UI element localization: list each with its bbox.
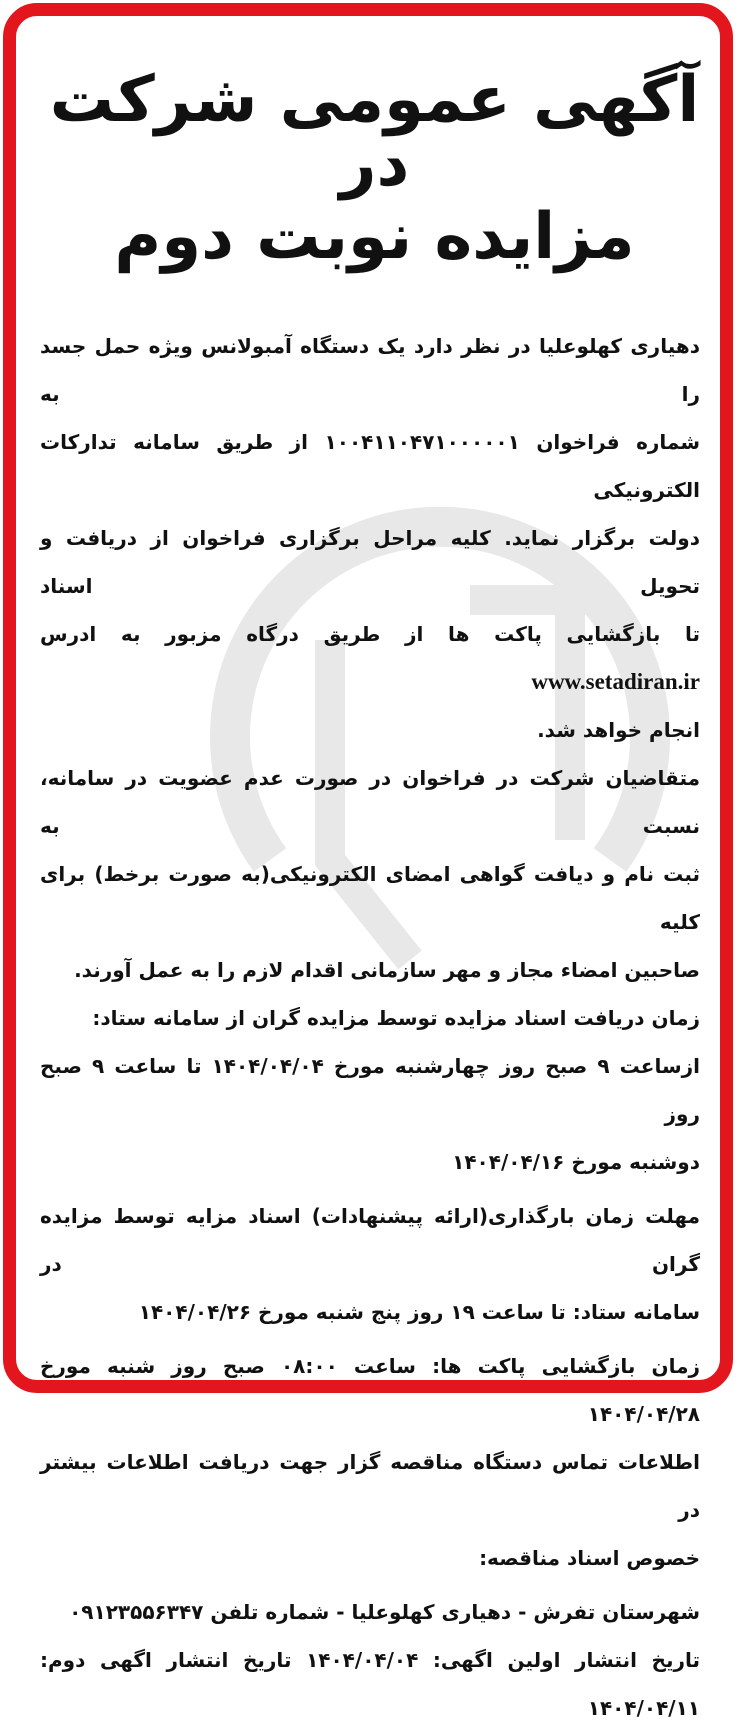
body-line: سامانه ستاد: تا ساعت ۱۹ روز پنج شنبه مورخ ۱۴۰۴/۰۴/۲۶ [138, 1300, 700, 1324]
body-line: دهیاری کهلوعلیا در نظر دارد یک دستگاه آمبولانس ویژه حمل جسد را به [40, 334, 700, 406]
title-line-2: مزایده نوبت دوم [114, 200, 635, 274]
body-line: ازساعت ۹ صبح روز چهارشنبه مورخ ۱۴۰۴/۰۴/۰۴ تا ساعت ۹ صبح روز [40, 1054, 701, 1126]
body-line: شهرستان تفرش - دهیاری کهلوعلیا - شماره تلفن ۰۹۱۲۳۵۵۶۳۴۷ [69, 1600, 700, 1624]
body-line: تا بازگشایی پاکت ها از طریق درگاه مزبور به ادرس [40, 622, 700, 646]
website-link[interactable]: www.setadiran.ir [531, 669, 700, 694]
body-line-with-url [40, 610, 700, 706]
body-line: زمان بازگشایی پاکت ها: ساعت ۰۸:۰۰ صبح روز شنبه مورخ ۱۴۰۴/۰۴/۲۸ [40, 1354, 700, 1426]
ad-body [40, 322, 700, 1732]
body-line: خصوص اسناد مناقصه: [479, 1546, 700, 1570]
body-line: صاحبین امضاء مجاز و مهر سازمانی اقدام لازم را به عمل آورند. [74, 958, 700, 982]
body-line: دوشنبه مورخ ۱۴۰۴/۰۴/۱۶ [452, 1150, 700, 1174]
body-line: ثبت نام و دیافت گواهی امضای الکترونیکی(به صورت برخط) برای کلیه [40, 862, 700, 934]
body-line: متقاضیان شرکت در فراخوان در صورت عدم عضویت در سامانه، نسبت به [40, 766, 700, 838]
body-line: اطلاعات تماس دستگاه مناقصه گزار جهت دریافت اطلاعات بیشتر در [40, 1450, 700, 1522]
body-line: مهلت زمان بارگذاری(ارائه پیشنهادات) اسناد مزایه توسط مزایده گران در [40, 1204, 700, 1276]
body-line: شماره فراخوان ۱۰۰۴۱۱۰۴۷۱۰۰۰۰۰۱ از طریق سامانه تدارکات الکترونیکی [40, 430, 700, 502]
body-line: تاریخ انتشار اولین اگهی: ۱۴۰۴/۰۴/۰۴ تاریخ انتشار اگهی دوم: ۱۴۰۴/۰۴/۱۱ [40, 1648, 700, 1720]
title-line-1: آگهی عمومی شرکت در [49, 63, 700, 201]
body-line: دولت برگزار نماید. کلیه مراحل برگزاری فراخوان از دریافت و تحویل اسناد [40, 526, 700, 598]
body-line: انجام خواهد شد. [537, 718, 700, 742]
body-line: زمان دریافت اسناد مزایده توسط مزایده گران از سامانه ستاد: [92, 1006, 700, 1030]
